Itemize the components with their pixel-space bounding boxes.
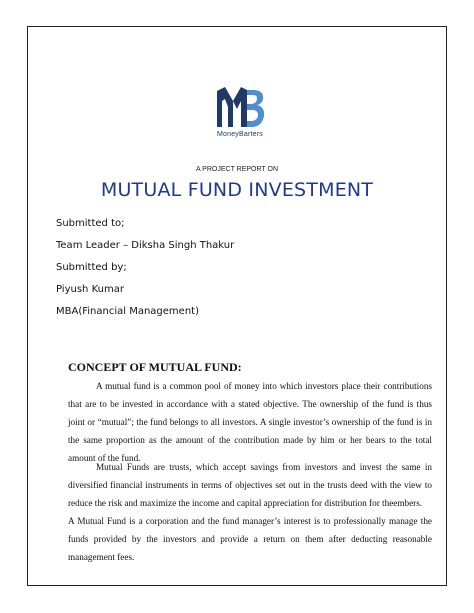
submitted-to-value: Team Leader – Diksha Singh Thakur bbox=[56, 240, 235, 251]
submitted-by-name: Piyush Kumar bbox=[56, 284, 124, 295]
submitted-to-label: Submitted to; bbox=[56, 218, 125, 229]
paragraph-corporation: A Mutual Fund is a corporation and the fund manager’s interest is to professionally manage the funds provided by the investors and provide a return on them after deducting reasonable management fees. bbox=[68, 516, 432, 563]
moneybarters-logo-mark bbox=[213, 83, 267, 129]
logo-wordmark: MoneyBarters bbox=[217, 131, 263, 138]
logo bbox=[190, 83, 290, 143]
submitted-by-program: MBA(Financial Management) bbox=[56, 306, 199, 317]
report-title: MUTUAL FUND INVESTMENT bbox=[100, 179, 374, 201]
project-label: A PROJECT REPORT ON bbox=[195, 166, 279, 173]
submitted-by-label: Submitted by; bbox=[56, 262, 127, 273]
section-heading: CONCEPT OF MUTUAL FUND: bbox=[68, 360, 242, 374]
paragraph-trusts: Mutual Funds are trusts, which accept savings from investors and invest the same in diversified financial instruments in terms of objectives set out in the trusts deed with the view to reduce the risk and maximize the income and capital appreciation for distribution for theembers. bbox=[68, 462, 432, 509]
paragraph-definition: A mutual fund is a common pool of money into which investors place their contributions that are to be invested in accordance with a stated objective. The ownership of the fund is thus joint or “mutual”; the fund belongs to all investors. A single investor’s ownership of the fund is in the same proportion as the amount of the contribution made by him or her bears to the total amount of the fund. bbox=[68, 381, 432, 464]
